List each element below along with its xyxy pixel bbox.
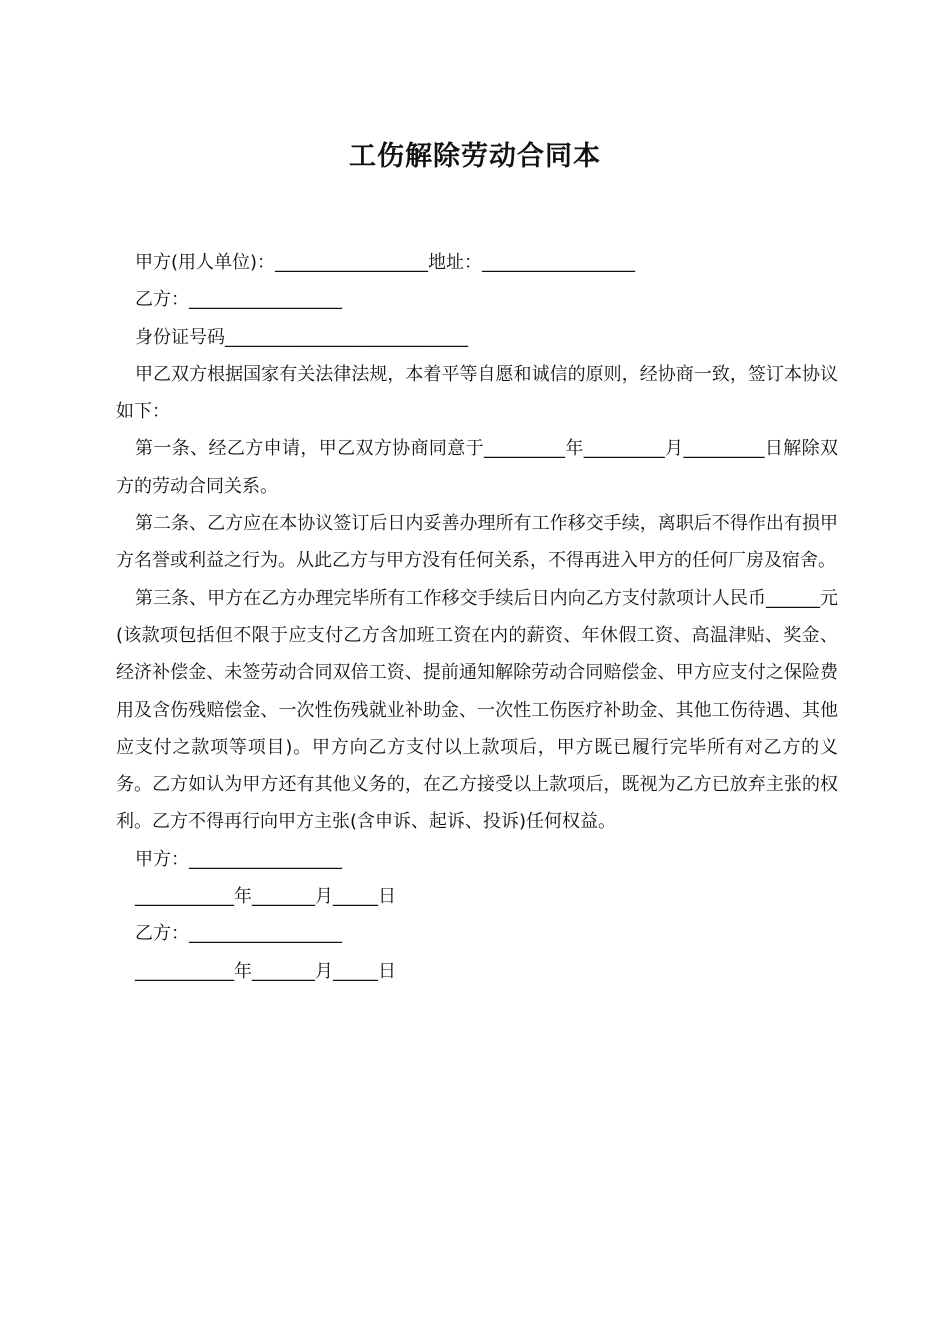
article-3-paragraph: 第三条、甲方在乙方办理完毕所有工作移交手续后日内向乙方支付款项计人民币______元(该款项包括但不限于应支付乙方含加班工资在内的薪资、年休假工资、高温津贴、奖金、经济补偿金、未签劳动合同双倍工资、提前通知解除劳动合同赔偿金、甲方应支付之保险费用及含伤残赔偿金、一次性伤残就业补助金、一次性工伤医疗补助金、其他工伤待遇、其他应支付之款项等项目)。甲方向乙方支付以上款项后，甲方既已履行完毕所有对乙方的义务。乙方如认为甲方还有其他义务的，在乙方接受以上款项后，既视为乙方已放弃主张的权利。乙方不得再行向甲方主张(含申诉、起诉、投诉)任何权益。 [116,587,838,833]
preamble-paragraph: 甲乙双方根据国家有关法律法规，本着平等自愿和诚信的原则，经协商一致，签订本协议如下： [116,363,838,423]
article-2-paragraph: 第二条、乙方应在本协议签订后日内妥善办理所有工作移交手续，离职后不得作出有损甲方名誉或利益之行为。从此乙方与甲方没有任何关系，不得再进入甲方的任何厂房及宿舍。 [116,513,838,572]
party-a-line: 甲方(用人单位)：_________________地址：_________________ [135,252,636,273]
party-a-signature: 甲方：_________________ [135,848,342,870]
document-body [116,244,838,990]
party-b-line: 乙方：_________________ [135,289,342,311]
party-b-signature: 乙方：_________________ [135,923,342,945]
document-title: 工伤解除劳动合同本 [349,141,601,172]
id-number-line: 身份证号码___________________________ [135,326,468,348]
party-b-date: ___________年_______月_____日 [135,960,396,982]
article-1-paragraph: 第一条、经乙方申请，甲乙双方协商同意于_________年_________月_________日解除双方的劳动合同关系。 [116,438,838,497]
party-a-date: ___________年_______月_____日 [135,886,396,908]
